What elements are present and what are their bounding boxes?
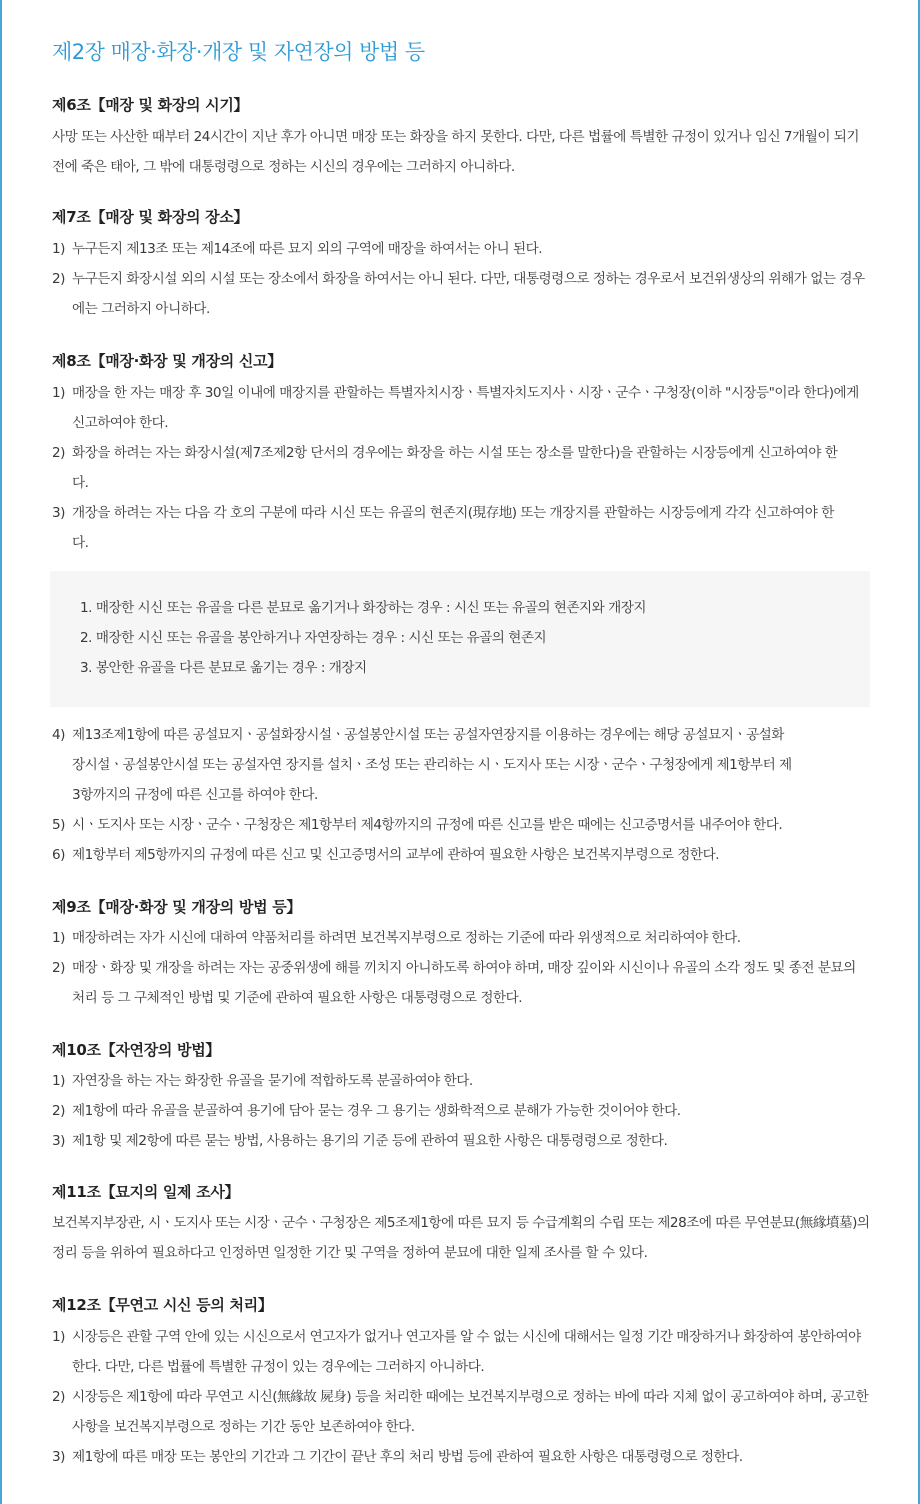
sub-list-item <box>80 593 646 623</box>
sub-item-text: 봉안한 유골을 다른 분묘로 옮기는 경우 : 개장지 <box>95 660 367 676</box>
sub-item-number: 2. <box>80 630 92 646</box>
item-number: 2) <box>52 1389 65 1405</box>
list-item <box>52 1126 872 1156</box>
item-number: 3) <box>52 1133 65 1149</box>
item-number: 2) <box>52 1103 65 1119</box>
item-text: 개장을 하려는 자는 다음 각 호의 구분에 따라 시신 또는 유골의 현존지(現存地) 또는 개장지를 관할하는 시장등에게 각각 신고하여야 한다. <box>72 505 834 551</box>
item-text: 제1항 및 제2항에 따른 묻는 방법, 사용하는 용기의 기준 등에 관하여 필요한 사항은 대통령령으로 정한다. <box>72 1133 668 1149</box>
sub-item-text: 매장한 시신 또는 유골을 봉안하거나 자연장하는 경우 : 시신 또는 유골의 현존지 <box>95 630 547 646</box>
item-text: 제13조제1항에 따른 공설묘지ㆍ공설화장시설ㆍ공설봉안시설 또는 공설자연장지를 이용하는 경우에는 해당 공설묘지ㆍ공설화장시설ㆍ공설봉안시설 또는 공설자연 장지를 설치ㆍ조성 또는 관리하는 시ㆍ도지사 또는 시장ㆍ군수ㆍ구청장에게 제1항부터 제3항까지의 규정에 따른 신고를 하여야 한다. <box>72 727 792 803</box>
item-text: 매장을 한 자는 매장 후 30일 이내에 매장지를 관할하는 특별자치시장ㆍ특별자치도지사ㆍ시장ㆍ군수ㆍ구청장(이하 "시장등"이라 한다)에게 신고하여야 한다. <box>72 385 859 431</box>
item-text: 매장하려는 자가 시신에 대하여 약품처리를 하려면 보건복지부령으로 정하는 기준에 따라 위생적으로 처리하여야 한다. <box>72 930 741 946</box>
sub-item-text: 매장한 시신 또는 유골을 다른 분묘로 옮기거나 화장하는 경우 : 시신 또는 유골의 현존지와 개장지 <box>95 600 647 616</box>
item-text: 화장을 하려는 자는 화장시설(제7조제2항 단서의 경우에는 화장을 하는 시설 또는 장소를 말한다)을 관할하는 시장등에게 신고하여야 한다. <box>72 445 838 491</box>
list-item <box>52 923 872 953</box>
item-number: 1) <box>52 1329 65 1345</box>
article-8-title: 제8조【매장·화장 및 개장의 신고】 <box>52 352 282 370</box>
item-number: 3) <box>52 505 65 521</box>
article-12-title: 제12조【무연고 시신 등의 처리】 <box>52 1296 273 1314</box>
item-text: 시장등은 제1항에 따라 무연고 시신(無緣故 屍身) 등을 처리한 때에는 보건복지부령으로 정하는 바에 따라 지체 없이 공고하여야 하며, 공고한 사항을 보건복지부령으로 정하는 기간 동안 보존하여야 한다. <box>72 1389 869 1435</box>
list-item <box>52 1096 872 1126</box>
article-11-body: 보건복지부장관, 시ㆍ도지사 또는 시장ㆍ군수ㆍ구청장은 제5조제1항에 따른 묘지 등 수급계획의 수립 또는 제28조에 따른 무연분묘(無緣墳墓)의 정리 등을 위하여 필요하다고 인정하면 일정한 기간 및 구역을 정하여 분묘에 대한 일제 조사를 할 수 있다. <box>52 1215 870 1261</box>
list-item <box>52 720 792 810</box>
item-text: 누구든지 화장시설 외의 시설 또는 장소에서 화장을 하여서는 아니 된다. 다만, 대통령령으로 정하는 경우로서 보건위생상의 위해가 없는 경우에는 그러하지 아니하다. <box>72 271 865 317</box>
article-10-title: 제10조【자연장의 방법】 <box>52 1041 221 1059</box>
article-6-title: 제6조【매장 및 화장의 시기】 <box>52 96 249 114</box>
item-text: 제1항부터 제5항까지의 규정에 따른 신고 및 신고증명서의 교부에 관하여 필요한 사항은 보건복지부령으로 정한다. <box>72 847 720 863</box>
list-item <box>52 840 872 870</box>
list-item <box>52 1442 872 1472</box>
item-text: 시장등은 관할 구역 안에 있는 시신으로서 연고자가 없거나 연고자를 알 수 없는 시신에 대해서는 일정 기간 매장하거나 화장하여 봉안하여야 한다. 다만, 다른 법률에 특별한 규정이 있는 경우에는 그러하지 아니하다. <box>72 1329 861 1375</box>
item-number: 5) <box>52 817 65 833</box>
item-number: 4) <box>52 727 65 743</box>
list-item <box>52 264 872 324</box>
list-item <box>52 438 842 498</box>
sub-list-item <box>80 623 546 653</box>
list-item <box>52 1322 872 1382</box>
item-text: 제1항에 따라 유골을 분골하여 용기에 담아 묻는 경우 그 용기는 생화학적으로 분해가 가능한 것이어야 한다. <box>72 1103 681 1119</box>
sub-list-item <box>80 653 367 683</box>
item-number: 1) <box>52 930 65 946</box>
article-6-body: 사망 또는 사산한 때부터 24시간이 지난 후가 아니면 매장 또는 화장을 하지 못한다. 다만, 다른 법률에 특별한 규정이 있거나 임신 7개월이 되기 전에 죽은 태아, 그 밖에 대통령령으로 정하는 시신의 경우에는 그러하지 아니하다. <box>52 129 860 175</box>
item-text: 누구든지 제13조 또는 제14조에 따른 묘지 외의 구역에 매장을 하여서는 아니 된다. <box>72 241 543 257</box>
item-number: 6) <box>52 847 65 863</box>
item-number: 2) <box>52 271 65 287</box>
sub-item-box <box>50 571 870 707</box>
list-item <box>52 378 872 438</box>
item-number: 1) <box>52 385 65 401</box>
article-9-title: 제9조【매장·화장 및 개장의 방법 등】 <box>52 898 302 916</box>
list-item <box>52 953 872 1013</box>
sub-item-number: 1. <box>80 600 92 616</box>
list-item <box>52 1066 872 1096</box>
list-item <box>52 1382 872 1442</box>
list-item <box>52 234 872 264</box>
chapter-title: 제2장 매장·화장·개장 및 자연장의 방법 등 <box>52 40 425 64</box>
item-number: 3) <box>52 1449 65 1465</box>
item-number: 1) <box>52 1073 65 1089</box>
item-number: 1) <box>52 241 65 257</box>
item-number: 2) <box>52 445 65 461</box>
item-text: 매장ㆍ화장 및 개장을 하려는 자는 공중위생에 해를 끼치지 아니하도록 하여야 하며, 매장 깊이와 시신이나 유골의 소각 정도 및 종전 분묘의 처리 등 그 구체적인 방법 및 기준에 관하여 필요한 사항은 대통령령으로 정한다. <box>72 960 856 1006</box>
item-text: 제1항에 따른 매장 또는 봉안의 기간과 그 기간이 끝난 후의 처리 방법 등에 관하여 필요한 사항은 대통령령으로 정한다. <box>72 1449 743 1465</box>
sub-item-number: 3. <box>80 660 92 676</box>
article-11-title: 제11조【묘지의 일제 조사】 <box>52 1183 240 1201</box>
article-7-title: 제7조【매장 및 화장의 장소】 <box>52 208 249 226</box>
list-item <box>52 498 842 558</box>
item-text: 자연장을 하는 자는 화장한 유골을 묻기에 적합하도록 분골하여야 한다. <box>72 1073 473 1089</box>
item-number: 2) <box>52 960 65 976</box>
list-item <box>52 810 872 840</box>
item-text: 시ㆍ도지사 또는 시장ㆍ군수ㆍ구청장은 제1항부터 제4항까지의 규정에 따른 신고를 받은 때에는 신고증명서를 내주어야 한다. <box>72 817 783 833</box>
